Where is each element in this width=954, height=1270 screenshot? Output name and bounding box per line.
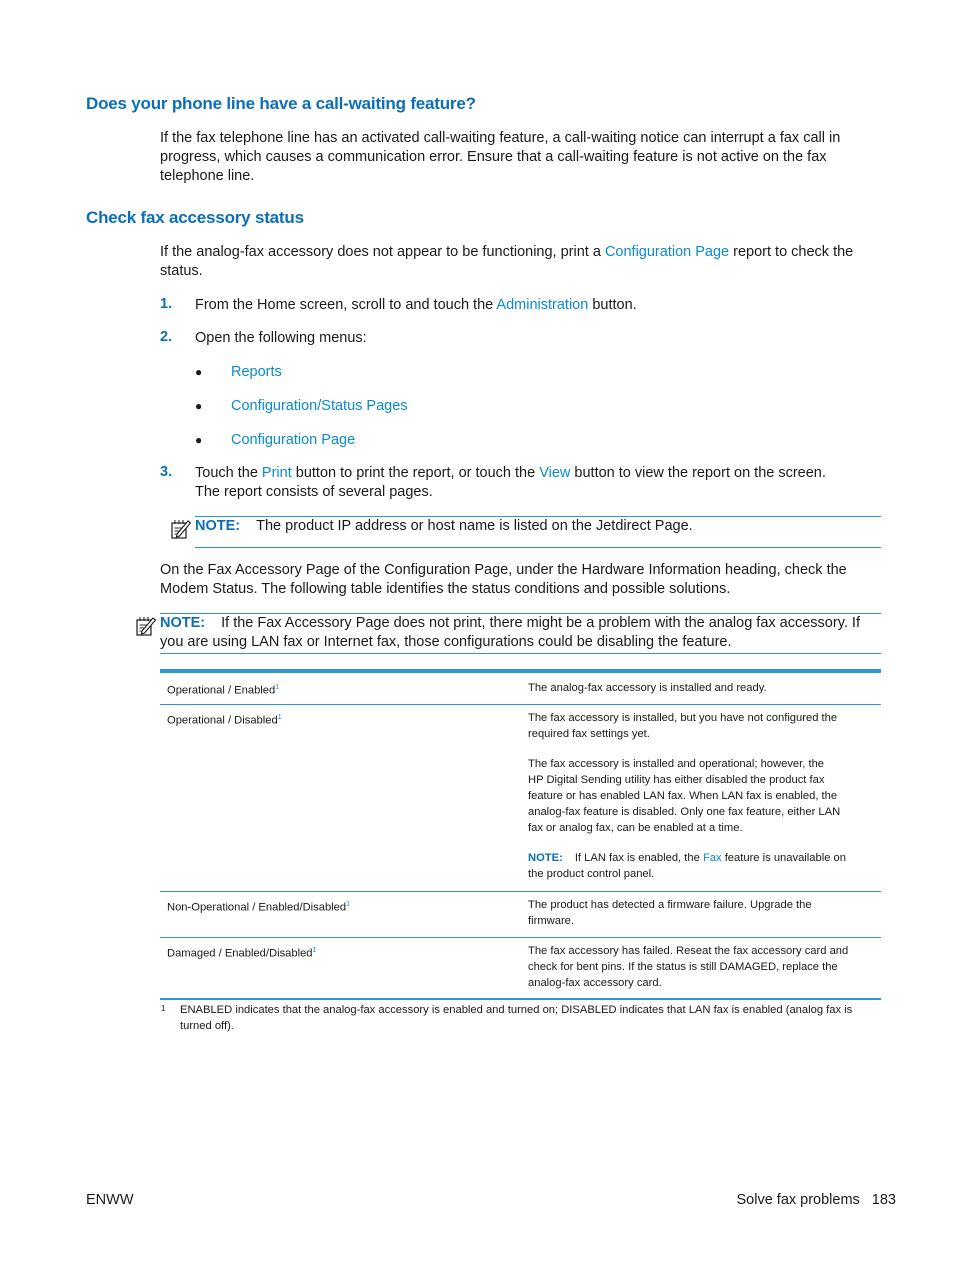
step-line: The report consists of several pages. — [195, 484, 433, 500]
step-1-text — [195, 296, 637, 315]
step-line — [195, 464, 895, 483]
table-cell-desc — [528, 710, 873, 882]
paragraph-line: If the fax telephone line has an activated call-waiting feature, a call-waiting notice can interrupt a fax call in — [160, 130, 841, 146]
table-footnote — [180, 1002, 885, 1034]
table-cell-status — [167, 943, 316, 962]
menu-reports-link[interactable]: Reports — [231, 364, 282, 380]
status-text: Operational / Disabled — [167, 714, 278, 727]
footer-left: ENWW — [86, 1192, 134, 1208]
accessory-intro — [160, 243, 890, 281]
note-1 — [195, 517, 693, 536]
table-row-divider — [160, 704, 881, 705]
desc-line: check for bent pins. If the status is still DAMAGED, replace the — [528, 961, 838, 973]
desc-line: The product has detected a firmware failure. Upgrade the — [528, 899, 812, 911]
footer-right — [736, 1192, 896, 1208]
footnote-ref: 1 — [275, 684, 280, 691]
step-number: 3. — [160, 464, 173, 480]
desc-line: The fax accessory is installed and operational; however, the — [528, 758, 825, 770]
table-bottom-rule — [160, 998, 881, 1000]
note-label: NOTE: — [195, 518, 241, 534]
menu-configuration-page-link[interactable]: Configuration Page — [231, 432, 356, 448]
table-cell-status — [167, 710, 282, 729]
paragraph-line: telephone line. — [160, 168, 255, 184]
note-text: feature is unavailable on — [721, 852, 846, 864]
step-text: button to view the report on the screen. — [570, 465, 826, 481]
administration-link[interactable]: Administration — [496, 297, 589, 313]
bullet-icon: ● — [195, 365, 203, 379]
note-line — [160, 614, 885, 633]
desc-line: fax or analog fax, can be enabled at a time. — [528, 822, 743, 834]
table-row-divider — [160, 937, 881, 938]
table-cell-desc — [528, 943, 873, 991]
note-pencil-icon — [170, 518, 192, 540]
step-number: 2. — [160, 329, 173, 345]
step-3-text — [195, 464, 895, 502]
bullet-icon: ● — [195, 399, 203, 413]
print-link[interactable]: Print — [261, 465, 292, 481]
note-label: NOTE: — [528, 852, 563, 864]
table-cell-status — [167, 897, 350, 916]
note-label: NOTE: — [160, 615, 206, 631]
note-text: If the Fax Accessory Page does not print, there might be a problem with the analog fax accessory. If — [221, 615, 860, 631]
table-cell-desc: The analog-fax accessory is installed and ready. — [528, 682, 767, 694]
desc-line: the product control panel. — [528, 868, 655, 880]
status-text: Non-Operational / Enabled/Disabled — [167, 901, 347, 914]
desc-line: The fax accessory is installed, but you have not configured the — [528, 712, 838, 724]
status-text: Operational / Enabled — [167, 684, 276, 697]
step-text: From the Home screen, scroll to and touch the — [195, 297, 497, 313]
desc-line: firmware. — [528, 915, 574, 927]
desc-line: analog-fax feature is disabled. Only one fax feature, either LAN — [528, 806, 841, 818]
step-text: button to print the report, or touch the — [291, 465, 540, 481]
step-number: 1. — [160, 296, 173, 312]
desc-line: HP Digital Sending utility has either disabled the product fax — [528, 774, 825, 786]
footnote-line: ENABLED indicates that the analog-fax accessory is enabled and turned on; DISABLED indicates that LAN fax is enabled (analog fax is — [180, 1004, 853, 1016]
step-2-text: Open the following menus: — [195, 330, 367, 346]
page-number: 183 — [871, 1192, 896, 1208]
note-text: If LAN fax is enabled, the — [574, 852, 703, 864]
desc-line: required fax settings yet. — [528, 728, 650, 740]
desc-line: The fax accessory has failed. Reseat the fax accessory card and — [528, 945, 849, 957]
paragraph-line: On the Fax Accessory Page of the Configuration Page, under the Hardware Information heading, check the — [160, 562, 847, 578]
menu-configuration-status-link[interactable]: Configuration/Status Pages — [231, 398, 408, 414]
step-text: button. — [588, 297, 637, 313]
table-cell-desc — [528, 897, 873, 929]
note-line: you are using LAN fax or Internet fax, those configurations could be disabling the feature. — [160, 634, 732, 650]
table-top-rule — [160, 669, 881, 673]
status-text: Damaged / Enabled/Disabled — [167, 947, 313, 960]
table-row-divider — [160, 891, 881, 892]
desc-line: analog-fax accessory card. — [528, 977, 662, 989]
footnote-mark: 1 — [161, 1004, 166, 1013]
footer-chapter: Solve fax problems — [736, 1192, 860, 1208]
modem-status-paragraph — [160, 561, 890, 599]
paragraph-line: progress, which causes a communication error. Ensure that a call-waiting feature is not active on the fax — [160, 149, 827, 165]
desc-note-line — [528, 850, 873, 866]
desc-line: feature or has enabled LAN fax. When LAN fax is enabled, the — [528, 790, 838, 802]
bullet-icon: ● — [195, 433, 203, 447]
intro-text: report to check the — [729, 244, 854, 260]
table-cell-status — [167, 680, 279, 699]
heading-accessory-status: Check fax accessory status — [86, 208, 304, 227]
note-pencil-icon — [135, 615, 157, 637]
footnote-ref: 1 — [346, 901, 351, 908]
footnote-line: turned off). — [180, 1020, 234, 1032]
intro-text: If the analog-fax accessory does not appear to be functioning, print a — [160, 244, 605, 260]
footnote-ref: 1 — [277, 714, 282, 721]
note-text: The product IP address or host name is listed on the Jetdirect Page. — [256, 518, 693, 534]
fax-link[interactable]: Fax — [702, 852, 722, 864]
note-2 — [160, 614, 885, 652]
call-waiting-paragraph — [160, 129, 890, 186]
paragraph-line: status. — [160, 263, 203, 279]
paragraph-line — [160, 243, 890, 262]
heading-call-waiting: Does your phone line have a call-waiting feature? — [86, 94, 476, 113]
view-link[interactable]: View — [539, 465, 571, 481]
configuration-page-link[interactable]: Configuration Page — [604, 244, 730, 260]
footnote-ref: 1 — [312, 947, 317, 954]
paragraph-line: Modem Status. The following table identifies the status conditions and possible solutions. — [160, 581, 731, 597]
step-text: Touch the — [195, 465, 262, 481]
